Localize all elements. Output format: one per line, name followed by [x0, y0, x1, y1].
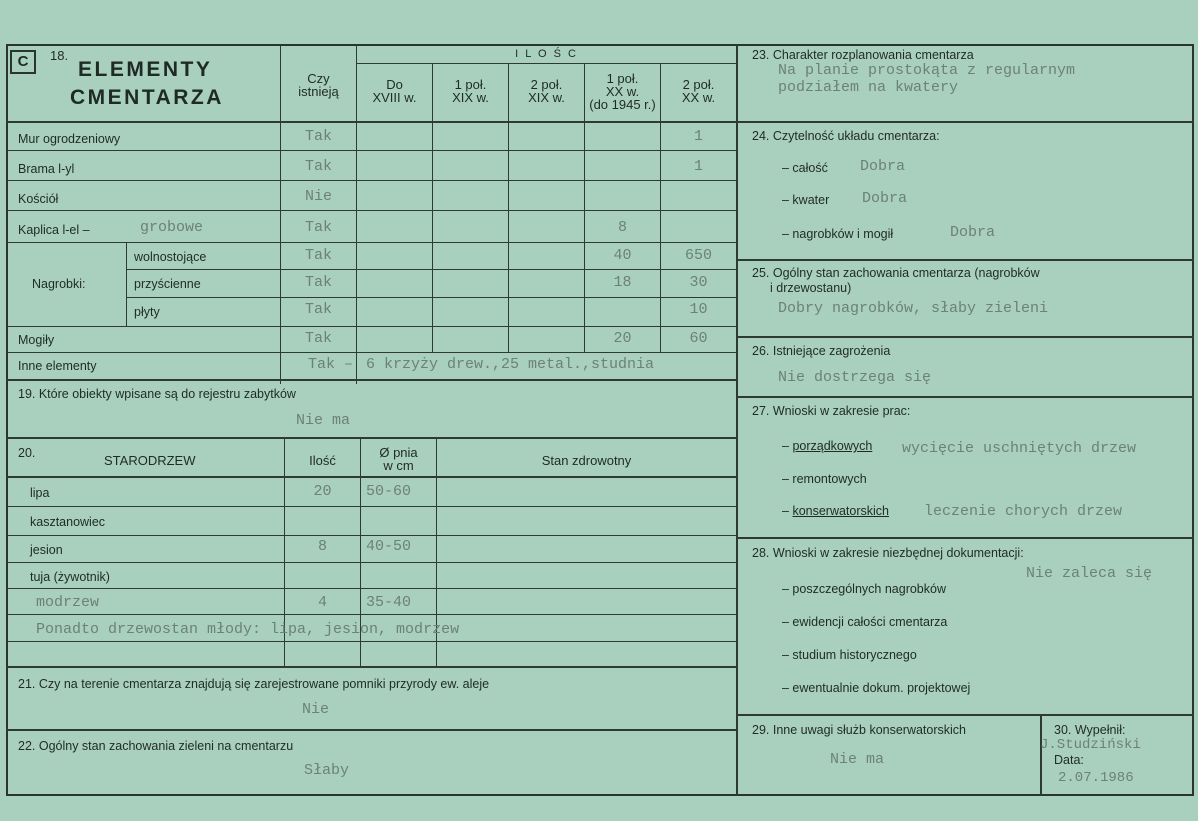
s29-value: Nie ma: [830, 751, 885, 768]
s27-konserwatorskich-value: leczenie chorych drzew: [924, 503, 1123, 520]
section-number: 18.: [50, 48, 69, 63]
section-title-line1: ELEMENTY: [78, 58, 213, 81]
tree-count-lipa: 20: [313, 483, 332, 500]
tree-name-lipa: lipa: [30, 486, 50, 500]
col-exists-header: Czy istnieją: [298, 71, 339, 99]
s29-label: 29. Inne uwagi służb konserwatorskich: [752, 723, 967, 737]
tree-count-jesion: 8: [317, 538, 327, 555]
s30-name: J.Studziński: [1040, 737, 1141, 753]
row-label-nagrobki: Nagrobki:: [32, 277, 86, 291]
section-title-line2: CMENTARZA: [70, 86, 224, 109]
exists-mur: Tak: [304, 128, 332, 145]
period-header-5: 2 poł. XX w.: [681, 77, 716, 105]
s20-number: 20.: [18, 446, 36, 460]
row-label-kosciol: Kościół: [18, 192, 59, 206]
count-kaplica-p4: 8: [617, 219, 627, 236]
s24-nagrobki: – nagrobków i mogił: [782, 227, 894, 241]
s19-value: Nie ma: [296, 412, 351, 429]
s28-value: Nie zaleca się: [1026, 565, 1153, 582]
row-label-kaplica: Kaplica l-el –: [18, 223, 90, 237]
count-przyscienne-p4: 18: [613, 274, 632, 291]
period-header-2: 1 poł. XIX w.: [452, 77, 489, 105]
row-label-inne: Inne elementy: [18, 359, 97, 373]
s27-porzadkowych-text: porządkowych: [792, 439, 873, 453]
s20-note: Ponadto drzewostan młody: lipa, jesion, modrzew: [36, 621, 460, 638]
count-mur-p5: 1: [693, 128, 703, 145]
s23-line2: podziałem na kwatery: [778, 79, 959, 96]
column-divider: [736, 44, 738, 796]
period-header-1: Do XVIII w.: [372, 77, 417, 105]
count-wolnostojace-p5: 650: [684, 247, 712, 264]
row-label-mogily: Mogiły: [18, 333, 55, 347]
tree-diam-modrzew: 35-40: [366, 594, 412, 611]
s28-label: 28. Wnioski w zakresie niezbędnej dokumentacji:: [752, 546, 1024, 560]
s30-label: 30. Wypełnił:: [1054, 723, 1126, 737]
tree-diam-lipa: 50-60: [366, 483, 412, 500]
s28-item-3: – studium historycznego: [782, 648, 917, 662]
s20-health-header: Stan zdrowotny: [541, 453, 632, 468]
s27-label: 27. Wnioski w zakresie prac:: [752, 404, 911, 418]
s24-label: 24. Czytelność układu cmentarza:: [752, 129, 940, 143]
s24-calosc-value: Dobra: [860, 158, 906, 175]
s28-item-2: – ewidencji całości cmentarza: [782, 615, 948, 629]
count-brama-p5: 1: [693, 158, 703, 175]
row-label-brama: Brama l-yl: [18, 162, 75, 176]
s27-remontowych: – remontowych: [782, 472, 867, 486]
s21-value: Nie: [302, 701, 330, 718]
s30-date-label: Data:: [1054, 753, 1084, 767]
s27-konserwatorskich-text: konserwatorskich: [792, 504, 890, 518]
tree-diam-jesion: 40-50: [366, 538, 412, 555]
period-header-3: 2 poł. XIX w.: [528, 77, 565, 105]
exists-kaplica: Tak: [304, 219, 332, 236]
form-letter-box: C: [10, 50, 36, 74]
row-label-przyscienne: przyścienne: [134, 277, 201, 291]
s22-value: Słaby: [304, 762, 350, 779]
s27-dash-1: –: [782, 439, 793, 453]
s26-value: Nie dostrzega się: [778, 369, 932, 386]
count-plyty-p5: 10: [689, 301, 708, 318]
ilosc-header: I L O Ś C: [515, 48, 578, 60]
exists-brama: Tak: [304, 158, 332, 175]
kaplica-type: grobowe: [140, 219, 204, 236]
exists-plyty: Tak: [304, 301, 332, 318]
tree-name-jesion: jesion: [30, 543, 63, 557]
s25-value: Dobry nagrobków, słaby zieleni: [778, 300, 1049, 317]
row-label-mur: Mur ogrodzeniowy: [18, 132, 121, 146]
s27-konserwatorskich: [782, 504, 889, 518]
s27-dash-2: –: [782, 504, 793, 518]
s24-kwater: – kwater: [782, 193, 830, 207]
count-mogily-p5: 60: [689, 330, 708, 347]
s24-nagrobki-value: Dobra: [950, 224, 996, 241]
exists-mogily: Tak: [304, 330, 332, 347]
s28-item-4: – ewentualnie dokum. projektowej: [782, 681, 971, 695]
count-wolnostojace-p4: 40: [613, 247, 632, 264]
s24-kwater-value: Dobra: [862, 190, 908, 207]
s21-label: 21. Czy na terenie cmentarza znajdują się zarejestrowane pomniki przyrody ew. aleje: [18, 677, 490, 691]
exists-wolnostojace: Tak: [304, 247, 332, 264]
period-header-4: 1 poł. XX w. (do 1945 r.): [589, 71, 656, 112]
row-label-wolnostojace: wolnostojące: [134, 250, 207, 264]
tree-name-modrzew: modrzew: [36, 594, 100, 611]
s26-label: 26. Istniejące zagrożenia: [752, 344, 891, 358]
s24-calosc: – całość: [782, 161, 828, 175]
s20-title: STARODRZEW: [104, 453, 196, 468]
exists-inne: Tak –: [308, 356, 354, 373]
tree-count-modrzew: 4: [317, 594, 327, 611]
row-label-plyty: płyty: [134, 305, 160, 319]
s25-label1: 25. Ogólny stan zachowania cmentarza (nagrobków: [752, 266, 1040, 280]
exists-przyscienne: Tak: [304, 274, 332, 291]
s23-line1: Na planie prostokąta z regularnym: [778, 62, 1076, 79]
inne-details: 6 krzyży drew.,25 metal.,studnia: [366, 356, 655, 373]
s20-count-header: Ilość: [309, 453, 336, 468]
s27-porzadkowych: [782, 439, 872, 453]
exists-kosciol: Nie: [304, 188, 332, 205]
count-przyscienne-p5: 30: [689, 274, 708, 291]
s19-label: 19. Które obiekty wpisane są do rejestru zabytków: [18, 387, 296, 401]
s25-label2: i drzewostanu): [770, 281, 852, 295]
tree-name-tuja: tuja (żywotnik): [30, 570, 110, 584]
s30-date: 2.07.1986: [1058, 770, 1134, 786]
s27-porzadkowych-value: wycięcie uschniętych drzew: [902, 440, 1137, 457]
s22-label: 22. Ogólny stan zachowania zieleni na cmentarzu: [18, 739, 294, 753]
s23-label: 23. Charakter rozplanowania cmentarza: [752, 48, 974, 62]
s20-diam-header: Ø pnia w cm: [379, 445, 418, 473]
s28-item-1: – poszczególnych nagrobków: [782, 582, 946, 596]
count-mogily-p4: 20: [613, 330, 632, 347]
tree-name-kasztanowiec: kasztanowiec: [30, 515, 106, 529]
